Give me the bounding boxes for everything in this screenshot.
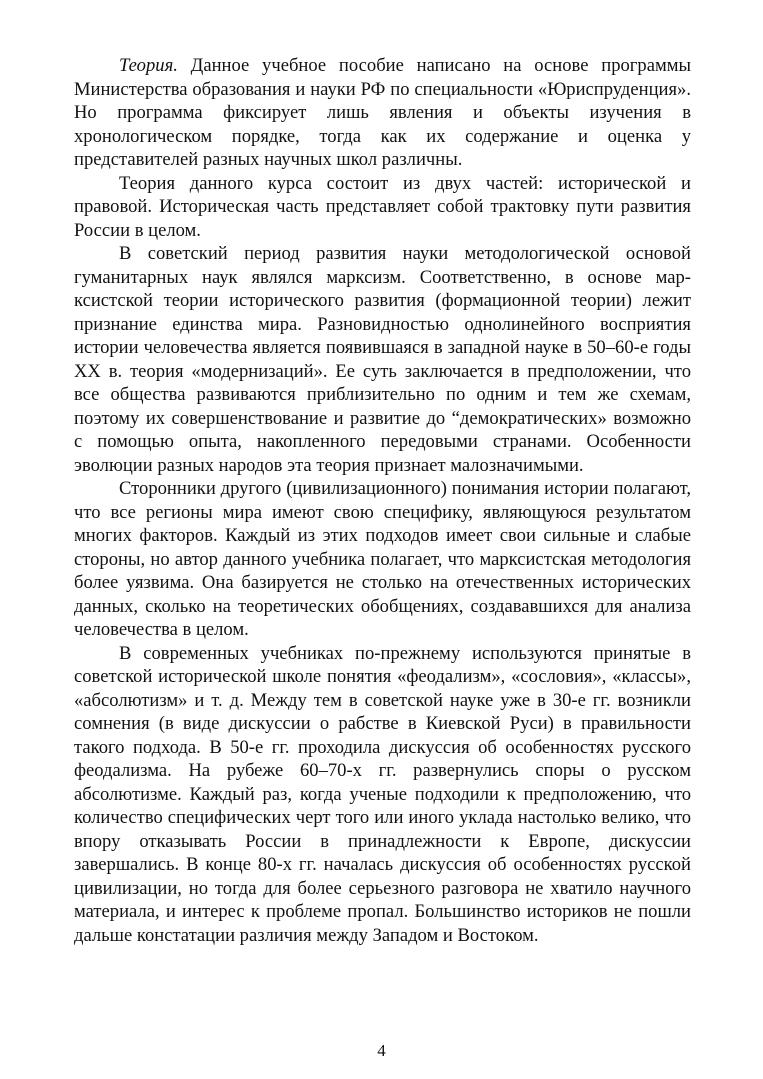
paragraph-text: В советский период развития науки методологической основой гуманитарных наук являлся марксизм. Соответственно, в основе марксистской теории исторического развития (формационной теории) лежит признание единства мира. Разновидностью однолинейного восприятия истории человечества является появившаяся в западной науке в 50–60-е годы XX в. теория «модернизаций». Ее суть заключается в предположении, что все общества развиваются приблизительно по одним и тем же схемам, поэтому их совершенствование и развитие до “демократических» возможно с помощью опыта, накопленного передовыми странами. Особенности эволюции разных народов эта теория признает малозначимыми.: [74, 243, 691, 476]
paragraph-marxism: [74, 242, 691, 477]
page-body: [74, 54, 691, 947]
paragraph-modern-textbooks: [74, 642, 691, 948]
paragraph-text: Теория данного курса состоит из двух частей: исторической и правовой. Историческая часть представляет собой трактовку пути развития России в целом.: [74, 172, 691, 241]
paragraph-theory: [74, 54, 691, 172]
paragraph-text: Сторонники другого (цивилизационного) понимания истории полагают, что все регионы мира имеют свою специфику, являющуюся результатом многих факторов. Каждый из этих подходов имеет свои сильные и слабые стороны, но автор данного учебника полагает, что марксистская методология более уязвима. Она базируется не столько на отечественных исторических данных, сколько на теоретических обобщениях, создававшихся для анализа человечества в целом.: [74, 478, 691, 640]
page-number: 4: [377, 1041, 386, 1060]
paragraph-civilizational: [74, 477, 691, 642]
paragraph-course-parts: [74, 172, 691, 243]
paragraph-text: В современных учебниках по-прежнему используются принятые в советской исторической школе понятия «феодализм», «сословия», «классы», «абсолютизм» и т. д. Между тем в советской науке уже в 30-е гг. возникли сомнения (в виде дискуссии о рабстве в Киевской Руси) в правильности такого подхода. В 50-е гг. проходила дискуссия об особенностях русского феодализма. На рубеже 60–70-х гг. развернулись споры о русском абсолютизме. Каждый раз, когда ученые подходили к предположению, что количество специфических черт того или иного уклада настолько велико, что впору отказывать России в принадлежности к Европе, дискуссии завершались. В конце 80-х гг. началась дискуссия об особенностях русской цивилизации, но тогда для более серьезного разговора не хватило научного материала, и интерес к проблеме пропал. Большинство историков не пошли дальше констатации различия между Западом и Востоком.: [74, 642, 691, 946]
paragraph-text: Данное учебное пособие написано на основе программы Министерства образования и науки РФ по специальности «Юриспруденция». Но программа фиксирует лишь явления и объекты изучения в хронологическом порядке, тогда как их содержание и оценка у представителей разных научных школ различны.: [74, 55, 691, 170]
paragraph-lead: Теория.: [119, 55, 178, 76]
